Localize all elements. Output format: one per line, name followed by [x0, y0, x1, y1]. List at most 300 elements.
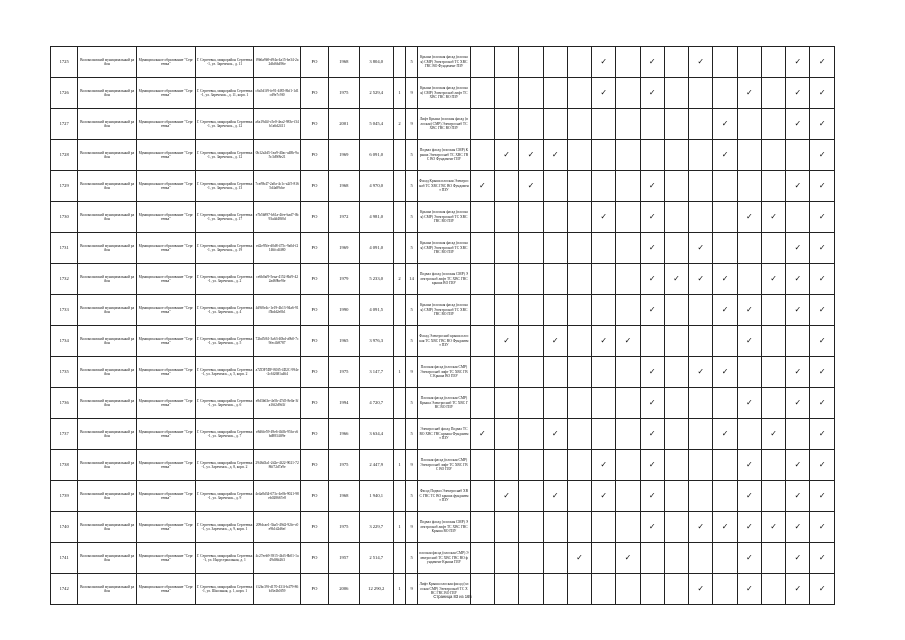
work-check-cell: [519, 264, 543, 295]
work-check-cell: [737, 140, 761, 171]
works-cell: Плоская фасад (плоская СМР) Электроснаб лифт ТС ХВС ГВС ВО ПЗУ: [418, 450, 471, 481]
check-icon: ✓: [697, 274, 705, 283]
work-check-cell: [519, 202, 543, 233]
check-icon: ✓: [818, 119, 826, 128]
work-check-cell: [786, 140, 810, 171]
work-check-cell: [470, 109, 494, 140]
address-cell: Г. Сергеевка, микрорайон Сергеевка-1, ул. Зареченск., д. 8, корп. 2: [195, 450, 254, 481]
check-icon: ✓: [770, 522, 777, 531]
table-row: [51, 264, 835, 295]
kind-cell: РО: [300, 357, 328, 388]
table-row: [51, 450, 835, 481]
work-check-cell: [810, 140, 835, 171]
check-icon: ✓: [794, 119, 802, 128]
work-check-cell: [640, 295, 664, 326]
district-cell: Волоколамский муниципальный район: [78, 109, 137, 140]
work-check-cell: [689, 171, 713, 202]
work-check-cell: [761, 326, 785, 357]
check-icon: ✓: [770, 212, 777, 221]
work-check-cell: [689, 78, 713, 109]
work-check-cell: [543, 295, 567, 326]
lifts-cell: [393, 481, 405, 512]
kind-cell: РО: [300, 233, 328, 264]
check-icon: ✓: [479, 429, 486, 438]
works-cell: Подвал фасад (плоская СМР) Электроснаб лифт ТС ХВС ГВС Крыша ВО ПЗУ: [418, 512, 471, 543]
works-cell: Крыша (плоская фасад (плоская) СМР) Электроснаб лифт ТС ХВС ГВС ВО ПЗУ: [418, 78, 471, 109]
work-check-cell: [737, 233, 761, 264]
check-icon: ✓: [527, 150, 535, 159]
work-check-cell: [567, 233, 591, 264]
guid-cell: 7cef9b47-2a0a-4c1c-a2f5-8165d4a89cbe: [254, 171, 301, 202]
check-icon: ✓: [576, 553, 583, 562]
address-cell: Г. Сергеевка, микрорайон Сергеевка-1, ул. Зареченск., д. 5: [195, 326, 254, 357]
check-icon: ✓: [745, 522, 753, 531]
check-icon: ✓: [648, 88, 656, 97]
area-cell: 3 229,7: [359, 512, 393, 543]
work-check-cell: [592, 171, 616, 202]
municipality-cell: Муниципальное образование "Сергеевка": [136, 574, 195, 605]
work-check-cell: [664, 481, 688, 512]
work-check-cell: [664, 326, 688, 357]
check-icon: ✓: [794, 181, 802, 190]
check-icon: ✓: [818, 460, 826, 469]
work-check-cell: [519, 109, 543, 140]
work-check-cell: [761, 357, 785, 388]
check-icon: ✓: [818, 336, 826, 345]
address-cell: Г. Сергеевка, микрорайон Сергеевка-1, ул. Зареченск., д. 9: [195, 481, 254, 512]
kind-cell: РО: [300, 47, 328, 78]
check-icon: ✓: [794, 305, 802, 314]
check-icon: ✓: [745, 398, 753, 407]
check-icon: ✓: [648, 57, 656, 66]
work-check-cell: [689, 481, 713, 512]
work-check-cell: [640, 388, 664, 419]
check-icon: ✓: [745, 460, 753, 469]
year-cell: 1965: [329, 326, 359, 357]
kind-cell: РО: [300, 481, 328, 512]
floors-cell: 9: [406, 450, 418, 481]
work-check-cell: [470, 388, 494, 419]
area-cell: 2 529,4: [359, 78, 393, 109]
municipality-cell: Муниципальное образование "Сергеевка": [136, 47, 195, 78]
work-check-cell: [567, 78, 591, 109]
work-check-cell: [640, 512, 664, 543]
check-icon: ✓: [527, 181, 535, 190]
guid-cell: a7ZDF5DF-B0f5-4D2C-994e-2c6f2681a464: [254, 357, 301, 388]
work-check-cell: [664, 512, 688, 543]
area-cell: 4 091,5: [359, 295, 393, 326]
work-check-cell: [616, 450, 640, 481]
floors-cell: 9: [406, 357, 418, 388]
work-check-cell: [592, 388, 616, 419]
work-check-cell: [519, 512, 543, 543]
row-number: 1727: [51, 109, 78, 140]
work-check-cell: [592, 543, 616, 574]
work-check-cell: [810, 109, 835, 140]
district-cell: Волоколамский муниципальный район: [78, 357, 137, 388]
work-check-cell: [640, 481, 664, 512]
work-check-cell: [592, 140, 616, 171]
work-check-cell: [470, 78, 494, 109]
work-check-cell: [737, 357, 761, 388]
check-icon: ✓: [648, 460, 656, 469]
guid-cell: f12bc39f-d170-431f-b479-86bf3e4b0f59: [254, 574, 301, 605]
floors-cell: 5: [406, 140, 418, 171]
guid-cell: e8d6fe59-49e6-4b5b-95fa-c6bd8834ff9e: [254, 419, 301, 450]
check-icon: ✓: [648, 367, 656, 376]
work-check-cell: [737, 295, 761, 326]
kind-cell: РО: [300, 450, 328, 481]
work-check-cell: [664, 357, 688, 388]
check-icon: ✓: [818, 212, 826, 221]
lifts-cell: 1: [393, 357, 405, 388]
area-cell: 6 091,0: [359, 140, 393, 171]
work-check-cell: [543, 140, 567, 171]
floors-cell: 5: [406, 543, 418, 574]
work-check-cell: [592, 512, 616, 543]
lifts-cell: 1: [393, 512, 405, 543]
guid-cell: 4c27eeb9-3915-4bf3-8b01-1a49df6b263: [254, 543, 301, 574]
check-icon: ✓: [721, 367, 729, 376]
works-cell: Фасад Крыша плоская Электроснаб ТС ХВС ГВС ВО Фундамент ПЗУ: [418, 171, 471, 202]
check-icon: ✓: [503, 336, 510, 345]
work-check-cell: [786, 233, 810, 264]
check-icon: ✓: [794, 553, 802, 562]
lifts-cell: [393, 47, 405, 78]
year-cell: 1975: [329, 512, 359, 543]
work-check-cell: [543, 171, 567, 202]
work-check-cell: [519, 419, 543, 450]
table-row: [51, 357, 835, 388]
area-cell: 3 804,0: [359, 47, 393, 78]
floors-cell: 9: [406, 78, 418, 109]
work-check-cell: [567, 388, 591, 419]
work-check-cell: [810, 326, 835, 357]
work-check-cell: [640, 450, 664, 481]
row-number: 1732: [51, 264, 78, 295]
work-check-cell: [640, 326, 664, 357]
table-row: [51, 419, 835, 450]
check-icon: ✓: [770, 429, 777, 438]
work-check-cell: [664, 140, 688, 171]
check-icon: ✓: [745, 212, 753, 221]
work-check-cell: [761, 543, 785, 574]
work-check-cell: [592, 481, 616, 512]
kind-cell: РО: [300, 419, 328, 450]
work-check-cell: [761, 78, 785, 109]
work-check-cell: [713, 481, 737, 512]
work-check-cell: [567, 47, 591, 78]
work-check-cell: [689, 202, 713, 233]
check-icon: ✓: [551, 336, 559, 345]
work-check-cell: [713, 202, 737, 233]
work-check-cell: [761, 295, 785, 326]
works-cell: плоская фасад (плоская СМР) Электроснаб ТС ХВС ГВС ВО фундамент Крыша ПЗУ: [418, 543, 471, 574]
work-check-cell: [810, 264, 835, 295]
work-check-cell: [664, 543, 688, 574]
work-check-cell: [567, 109, 591, 140]
work-check-cell: [713, 512, 737, 543]
work-check-cell: [495, 543, 519, 574]
kind-cell: РО: [300, 295, 328, 326]
check-icon: ✓: [600, 491, 608, 500]
check-icon: ✓: [648, 522, 656, 531]
work-check-cell: [737, 388, 761, 419]
work-check-cell: [495, 512, 519, 543]
work-check-cell: [470, 202, 494, 233]
check-icon: ✓: [479, 181, 486, 190]
work-check-cell: [592, 109, 616, 140]
work-check-cell: [810, 574, 835, 605]
work-check-cell: [664, 264, 688, 295]
work-check-cell: [592, 357, 616, 388]
address-cell: Г. Сергеевка, микрорайон Сергеевка-1, ул. Зареченск., д. 11: [195, 47, 254, 78]
area-cell: 5 233,0: [359, 264, 393, 295]
lifts-cell: [393, 388, 405, 419]
work-check-cell: [664, 388, 688, 419]
kind-cell: РО: [300, 264, 328, 295]
work-check-cell: [664, 233, 688, 264]
table-row: [51, 171, 835, 202]
work-check-cell: [689, 264, 713, 295]
row-number: 1741: [51, 543, 78, 574]
works-cell: Лифт Крыша плоская фасад (плоская СМР) Электроснаб ТС ХВС ГВС ВО ПЗУ: [418, 574, 471, 605]
guid-cell: f9b6a9b9-d94a-4a15-be34-2a2dbf6b496e: [254, 47, 301, 78]
kind-cell: РО: [300, 109, 328, 140]
work-check-cell: [470, 295, 494, 326]
floors-cell: 9: [406, 512, 418, 543]
floors-cell: 5: [406, 202, 418, 233]
table-row: [51, 481, 835, 512]
district-cell: Волоколамский муниципальный район: [78, 140, 137, 171]
guid-cell: a6a19d4f-c5e0-4ea2-983e-f34b1a6d2411: [254, 109, 301, 140]
work-check-cell: [689, 419, 713, 450]
row-number: 1730: [51, 202, 78, 233]
kind-cell: РО: [300, 543, 328, 574]
guid-cell: 4d9f0e4c-1e19-4b13-94a6-91f5bdd2e0b1: [254, 295, 301, 326]
check-icon: ✓: [600, 212, 608, 221]
check-icon: ✓: [818, 57, 826, 66]
municipality-cell: Муниципальное образование "Сергеевка": [136, 543, 195, 574]
district-cell: Волоколамский муниципальный район: [78, 202, 137, 233]
work-check-cell: [592, 78, 616, 109]
work-check-cell: [495, 481, 519, 512]
work-check-cell: [616, 47, 640, 78]
work-check-cell: [810, 481, 835, 512]
work-check-cell: [737, 47, 761, 78]
work-check-cell: [761, 574, 785, 605]
work-check-cell: [470, 140, 494, 171]
work-check-cell: [761, 233, 785, 264]
work-check-cell: [640, 233, 664, 264]
check-icon: ✓: [818, 367, 826, 376]
work-check-cell: [786, 326, 810, 357]
address-cell: Г. Сергеевка, микрорайон Сергеевка-1, ул. Зареченск., д. 12: [195, 109, 254, 140]
year-cell: 1969: [329, 233, 359, 264]
kind-cell: РО: [300, 202, 328, 233]
work-check-cell: [543, 109, 567, 140]
work-check-cell: [786, 264, 810, 295]
work-check-cell: [567, 326, 591, 357]
work-check-cell: [592, 202, 616, 233]
guid-cell: 209dcae1-3ba5-49d2-92fe-c0e9b1d2d6ef: [254, 512, 301, 543]
check-icon: ✓: [600, 57, 608, 66]
works-cell: Подвал фасад (плоская СМР) Крыша Электроснаб ТС ХВС ГВС ВО Фундамент ПЗУ: [418, 140, 471, 171]
work-check-cell: [713, 326, 737, 357]
row-number: 1726: [51, 78, 78, 109]
check-icon: ✓: [745, 88, 753, 97]
check-icon: ✓: [600, 460, 608, 469]
work-check-cell: [592, 47, 616, 78]
kind-cell: РО: [300, 171, 328, 202]
work-check-cell: [616, 419, 640, 450]
work-check-cell: [616, 326, 640, 357]
work-check-cell: [713, 450, 737, 481]
year-cell: 1975: [329, 450, 359, 481]
work-check-cell: [470, 512, 494, 543]
check-icon: ✓: [745, 305, 753, 314]
work-check-cell: [592, 450, 616, 481]
work-check-cell: [761, 481, 785, 512]
lifts-cell: [393, 140, 405, 171]
check-icon: ✓: [624, 336, 632, 345]
row-number: 1738: [51, 450, 78, 481]
check-icon: ✓: [648, 491, 656, 500]
check-icon: ✓: [697, 367, 705, 376]
work-check-cell: [713, 419, 737, 450]
check-icon: ✓: [721, 119, 729, 128]
check-icon: ✓: [648, 274, 656, 283]
work-check-cell: [761, 388, 785, 419]
work-check-cell: [689, 512, 713, 543]
guid-cell: ce6b0af9-5eaa-4152-8bf9-422ad69be9fe: [254, 264, 301, 295]
check-icon: ✓: [721, 522, 729, 531]
check-icon: ✓: [697, 243, 705, 252]
work-check-cell: [567, 543, 591, 574]
work-check-cell: [689, 109, 713, 140]
district-cell: Волоколамский муниципальный район: [78, 78, 137, 109]
work-check-cell: [567, 357, 591, 388]
work-check-cell: [495, 388, 519, 419]
kind-cell: РО: [300, 574, 328, 605]
work-check-cell: [810, 543, 835, 574]
table-row: [51, 543, 835, 574]
work-check-cell: [810, 47, 835, 78]
floors-cell: 5: [406, 326, 418, 357]
municipality-cell: Муниципальное образование "Сергеевка": [136, 295, 195, 326]
lifts-cell: 2: [393, 109, 405, 140]
check-icon: ✓: [818, 553, 826, 562]
work-check-cell: [761, 202, 785, 233]
work-check-cell: [689, 357, 713, 388]
work-check-cell: [616, 295, 640, 326]
check-icon: ✓: [794, 88, 802, 97]
year-cell: 1966: [329, 419, 359, 450]
check-icon: ✓: [721, 305, 729, 314]
work-check-cell: [616, 574, 640, 605]
work-check-cell: [495, 295, 519, 326]
work-check-cell: [640, 574, 664, 605]
work-check-cell: [519, 295, 543, 326]
check-icon: ✓: [794, 57, 802, 66]
work-check-cell: [495, 450, 519, 481]
work-check-cell: [713, 574, 737, 605]
check-icon: ✓: [818, 429, 826, 438]
work-check-cell: [689, 47, 713, 78]
row-number: 1736: [51, 388, 78, 419]
table-row: [51, 233, 835, 264]
address-cell: Г. Сергеевка, микрорайон Сергеевка-1, ул. Школьная, д. 1, корп. 1: [195, 574, 254, 605]
year-cell: 1968: [329, 481, 359, 512]
works-cell: Плоская фасад (плоская СМР) Крыша Электроснаб ТС ХВС ГВС ВО ПЗУ: [418, 388, 471, 419]
check-icon: ✓: [551, 150, 559, 159]
district-cell: Волоколамский муниципальный район: [78, 419, 137, 450]
kind-cell: РО: [300, 140, 328, 171]
work-check-cell: [664, 450, 688, 481]
year-cell: 1968: [329, 47, 359, 78]
work-check-cell: [519, 78, 543, 109]
work-check-cell: [567, 140, 591, 171]
municipality-cell: Муниципальное образование "Сергеевка": [136, 171, 195, 202]
area-cell: 12 290,2: [359, 574, 393, 605]
work-check-cell: [810, 202, 835, 233]
work-check-cell: [470, 357, 494, 388]
work-check-cell: [616, 140, 640, 171]
check-icon: ✓: [551, 491, 559, 500]
work-check-cell: [810, 233, 835, 264]
table-row: [51, 388, 835, 419]
district-cell: Волоколамский муниципальный район: [78, 233, 137, 264]
work-check-cell: [689, 295, 713, 326]
check-icon: ✓: [818, 274, 826, 283]
district-cell: Волоколамский муниципальный район: [78, 543, 137, 574]
check-icon: ✓: [697, 584, 705, 593]
work-check-cell: [567, 481, 591, 512]
work-check-cell: [519, 171, 543, 202]
work-check-cell: [689, 388, 713, 419]
check-icon: ✓: [721, 150, 729, 159]
row-number: 1737: [51, 419, 78, 450]
work-check-cell: [737, 512, 761, 543]
work-check-cell: [737, 450, 761, 481]
works-cell: Подвал фасад (плоская СМР) Электроснаб лифт ТС ХВС ГВС крыша ВО ПЗУ: [418, 264, 471, 295]
municipality-cell: Муниципальное образование "Сергеевка": [136, 357, 195, 388]
work-check-cell: [713, 140, 737, 171]
floors-cell: 9: [406, 574, 418, 605]
address-cell: Г. Сергеевка, микрорайон Сергеевка-1, ул. Зареченск., д. 7: [195, 419, 254, 450]
table-row: [51, 47, 835, 78]
municipality-cell: Муниципальное образование "Сергеевка": [136, 233, 195, 264]
check-icon: ✓: [745, 584, 753, 593]
district-cell: Волоколамский муниципальный район: [78, 171, 137, 202]
work-check-cell: [519, 233, 543, 264]
check-icon: ✓: [673, 274, 680, 283]
check-icon: ✓: [697, 522, 705, 531]
check-icon: ✓: [794, 584, 802, 593]
check-icon: ✓: [794, 274, 802, 283]
address-cell: Г. Сергеевка, микрорайон Сергеевка-1, ул. Зареченск., д. 4: [195, 295, 254, 326]
row-number: 1733: [51, 295, 78, 326]
works-cell: Фасад Подвал Электроснаб ХВС ГВС ТС ВО крыша фундамент ПЗУ: [418, 481, 471, 512]
lifts-cell: [393, 326, 405, 357]
area-cell: 5 045,4: [359, 109, 393, 140]
check-icon: ✓: [503, 150, 510, 159]
work-check-cell: [470, 326, 494, 357]
work-check-cell: [567, 450, 591, 481]
year-cell: 1975: [329, 78, 359, 109]
address-cell: Г. Сергеевка, микрорайон Сергеевка-1, ул. Зареченск., д. 5, корп. 2: [195, 357, 254, 388]
work-check-cell: [761, 450, 785, 481]
